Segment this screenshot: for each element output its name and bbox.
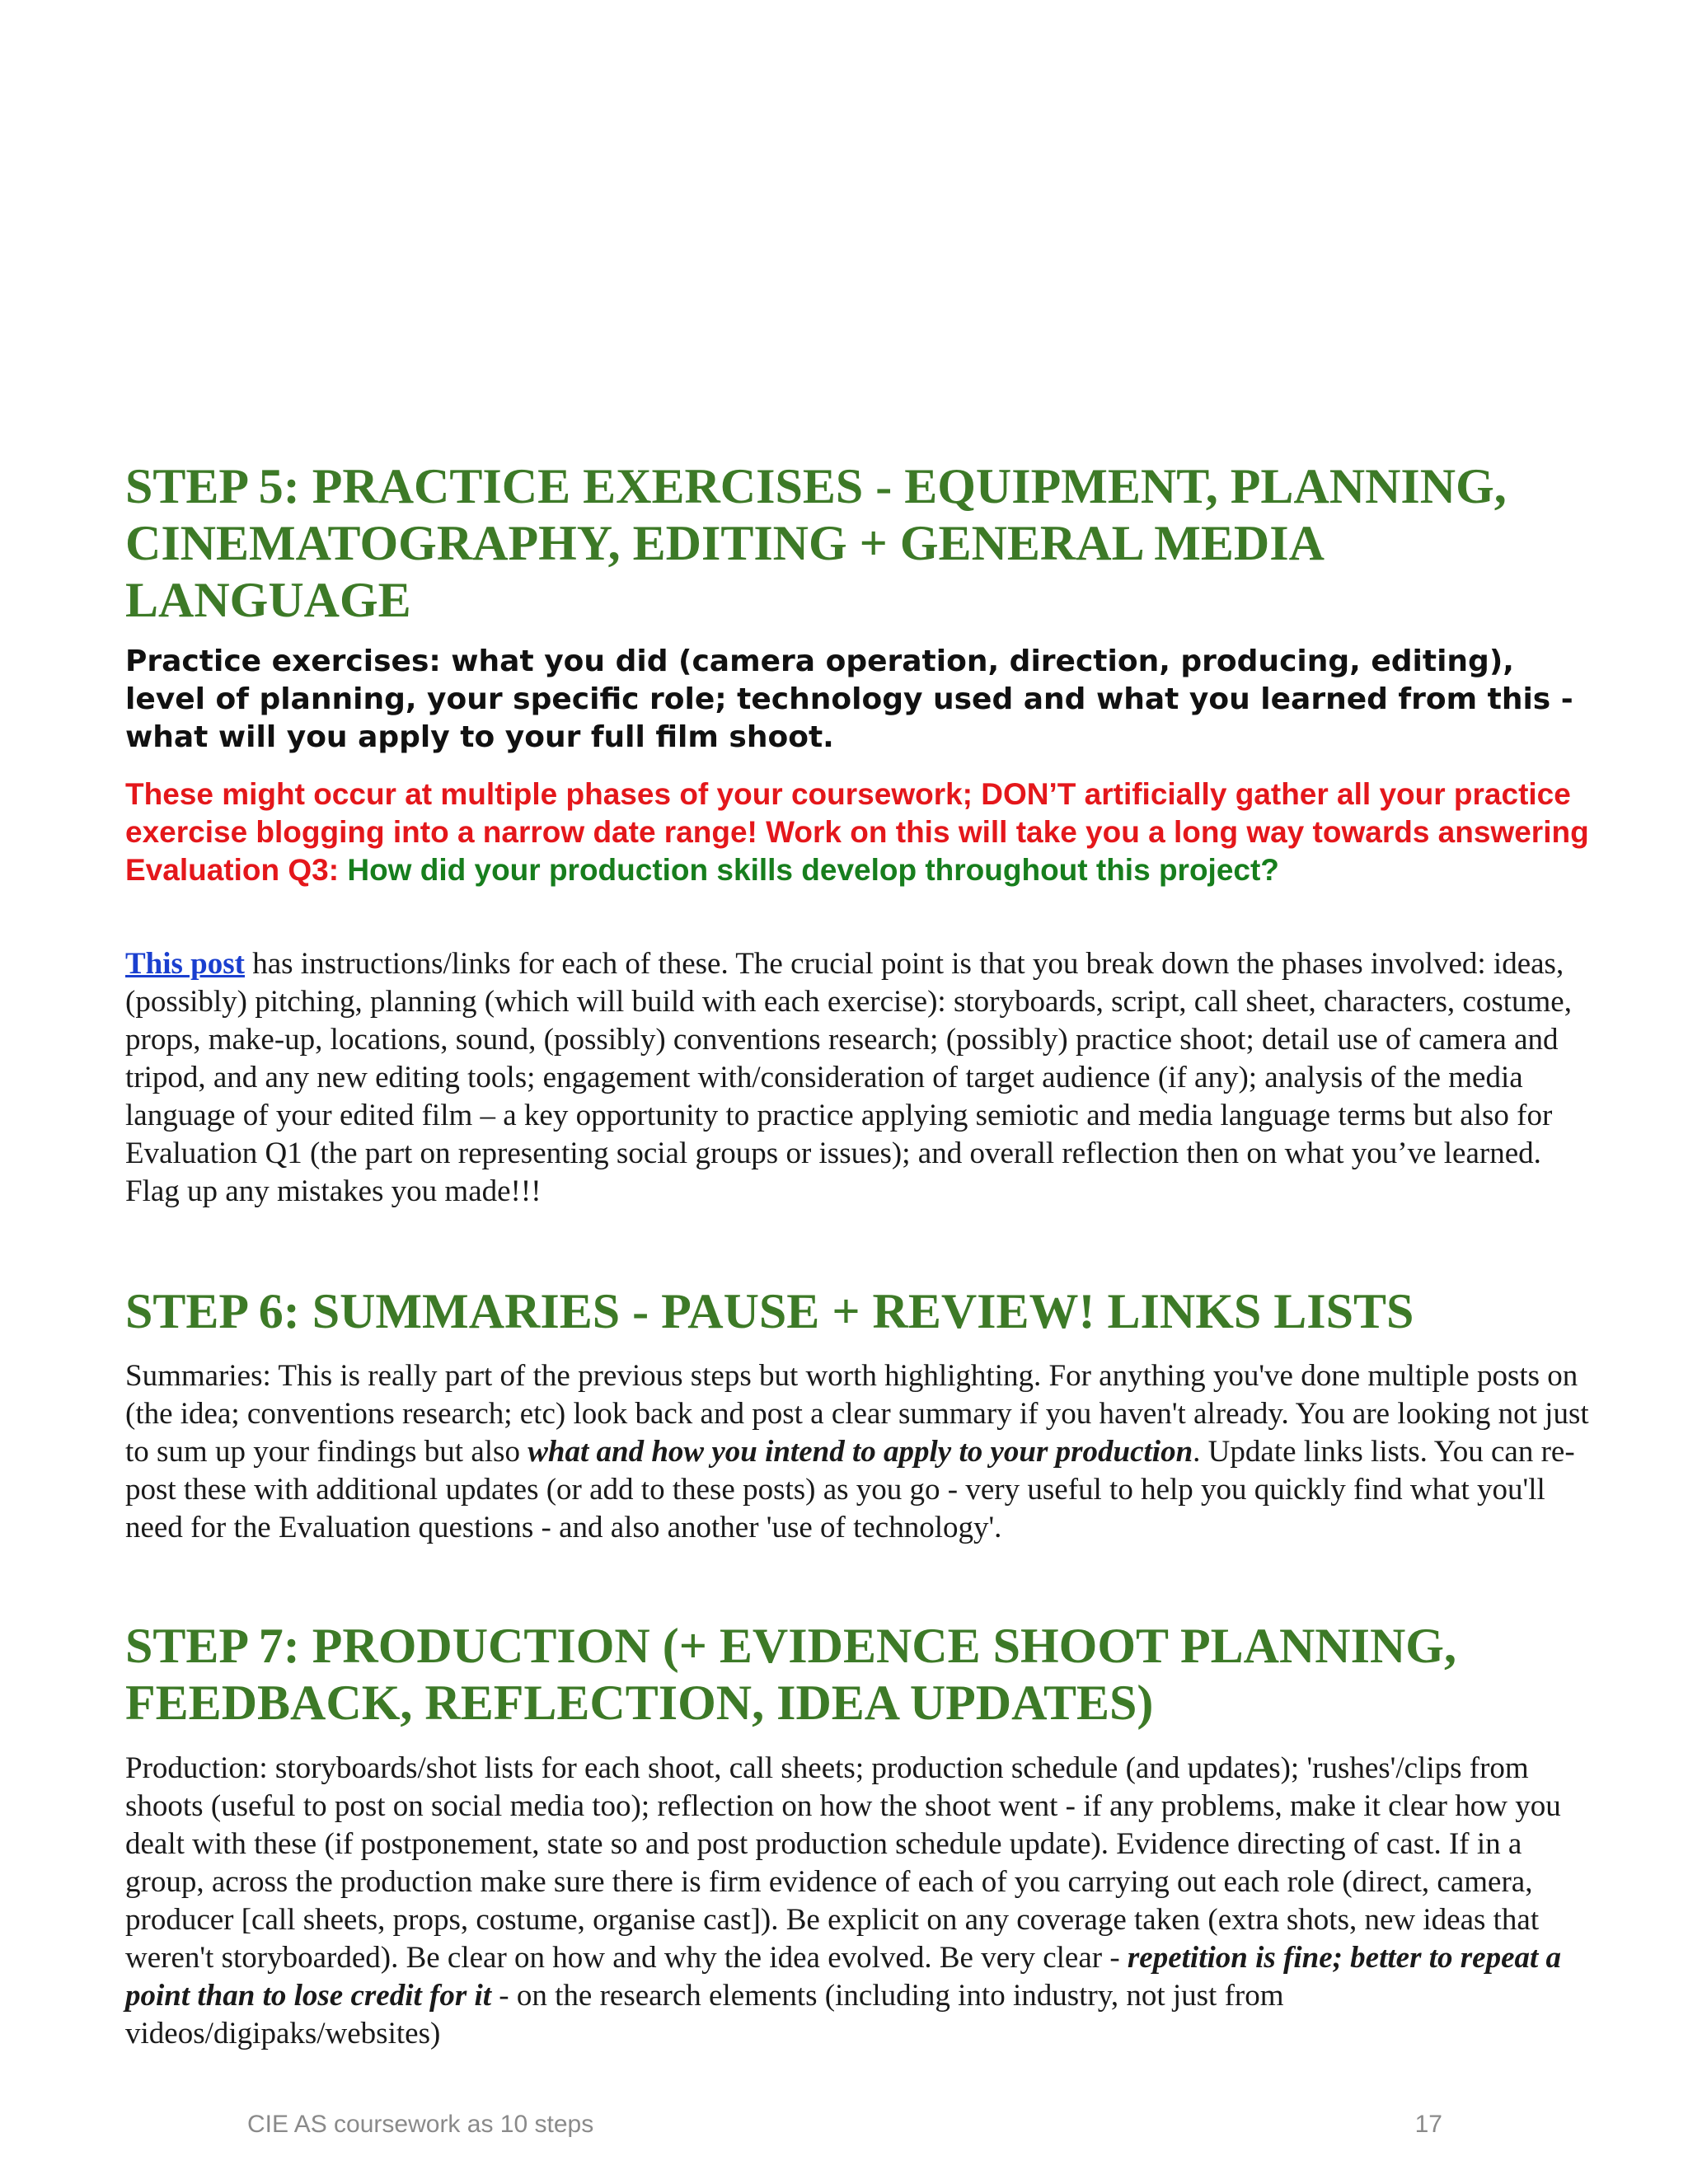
step6-body (125, 1357, 1592, 1547)
step6-body-text-a: Summaries: This is really part of the previous steps but worth highlighting. For anything you've done multiple posts on (the idea; conventions research; etc) look back and post a clear summary if you haven't already. You are looking not just to sum up your findings but also (125, 1359, 1589, 1469)
step5-warning (125, 776, 1592, 889)
step5-body-text: has instructions/links for each of these. The crucial point is that you break down the phases involved: ideas, (possibly) pitching, planning (which will build with each exercise): storyboards, script, call sheet, characters, costume, props, make-up, locations, sound, (possibly) conventions research; (possibly) practice shoot; detail use of camera and tripod, and any new editing tools; engagement with/consideration of target audience (if any); analysis of the media language of your edited film – a key opportunity to practice applying semiotic and media language terms but also for Evaluation Q1 (the part on representing social groups or issues); and overall reflection then on what you’ve learned. Flag up any mistakes you made!!! (125, 947, 1572, 1208)
step5-intro: Practice exercises: what you did (camera operation, direction, producing, editing), level of planning, your specific role; technology used and what you learned from this - what will you apply to your full film shoot. (125, 644, 1573, 754)
evaluation-q3-question: How did your production skills develop throughout this project? (347, 853, 1279, 887)
step6-heading: STEP 6: SUMMARIES - PAUSE + REVIEW! LINKS LISTS (125, 1284, 1414, 1338)
page-footer (247, 2111, 1442, 2139)
page-number: 17 (1414, 2111, 1442, 2138)
step7-heading: STEP 7: PRODUCTION (+ EVIDENCE SHOOT PLANNING, FEEDBACK, REFLECTION, IDEA UPDATES) (125, 1619, 1456, 1730)
footer-title: CIE AS coursework as 10 steps (247, 2111, 594, 2138)
step7-body-text-b: - on the research elements (including into industry, not just from videos/digipaks/websites) (125, 1979, 1284, 2050)
step5-warning-text: These might occur at multiple phases of your coursework; DON’T artificially gather all your practice exercise blogging into a narrow date range! Work on this will take you a long way towards answering Evaluation Q3: (125, 777, 1589, 887)
this-post-link[interactable]: This post (125, 947, 245, 981)
step6-body-text-b: . Update links lists. You can re-post these with additional updates (or add to these posts) as you go - very useful to help you quickly find what you'll need for the Evaluation questions - and also another 'use of technology'. (125, 1435, 1575, 1544)
step7-body (125, 1750, 1592, 2053)
step5-body (125, 945, 1592, 1211)
step5-heading: STEP 5: PRACTICE EXERCISES - EQUIPMENT, PLANNING, CINEMATOGRAPHY, EDITING + GENERAL MEDIA LANGUAGE (125, 459, 1507, 627)
step7-body-text-a: Production: storyboards/shot lists for each shoot, call sheets; production schedule (and updates); 'rushes'/clips from shoots (useful to post on social media too); reflection on how the shoot went - if any problems, make it clear how you dealt with these (if postponement, state so and post production schedule update). Evidence directing of cast. If in a group, across the production make sure there is firm evidence of each of you carrying out each role (direct, camera, producer [call sheets, props, costume, organise cast]). Be explicit on any coverage taken (extra shots, new ideas that weren't storyboarded). Be clear on how and why the idea evolved. Be very clear - (125, 1751, 1561, 1975)
step6-emphasis: what and how you intend to apply to your production (528, 1435, 1193, 1469)
step7-emphasis: repetition is fine; better to repeat a point than to lose credit for it (125, 1941, 1562, 2013)
